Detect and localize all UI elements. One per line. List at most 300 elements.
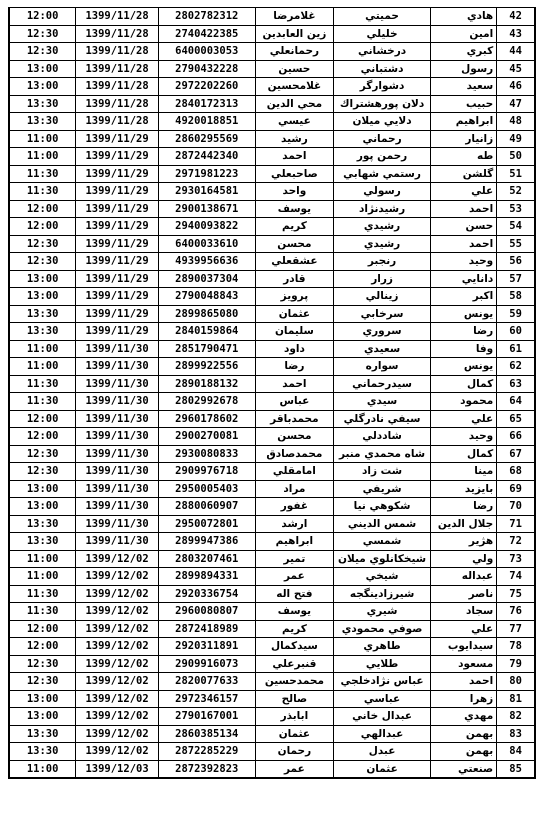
last-name-cell: عبدل [334, 743, 431, 761]
table-row [9, 130, 535, 148]
row-number-cell: 67 [497, 445, 535, 463]
date-cell: 1399/12/02 [76, 603, 159, 621]
row-number-cell: 48 [497, 113, 535, 131]
time-cell: 13:00 [9, 78, 76, 96]
date-cell: 1399/11/29 [76, 200, 159, 218]
first-name-cell: احمد [430, 200, 496, 218]
time-cell: 11:00 [9, 568, 76, 586]
father-name-cell: سلیمان [255, 323, 333, 341]
last-name-cell: عباس نژادخلجي [334, 673, 431, 691]
national-id-cell: 2909916073 [158, 655, 255, 673]
national-id-cell: 2803207461 [158, 550, 255, 568]
last-name-cell: شمسي [334, 533, 431, 551]
date-cell: 1399/12/02 [76, 725, 159, 743]
row-number-cell: 45 [497, 60, 535, 78]
last-name-cell: دشتباني [334, 60, 431, 78]
row-number-cell: 62 [497, 358, 535, 376]
last-name-cell: شکوهي نیا [334, 498, 431, 516]
father-name-cell: زین العابدین [255, 25, 333, 43]
last-name-cell: سعیدي [334, 340, 431, 358]
date-cell: 1399/11/28 [76, 43, 159, 61]
date-cell: 1399/11/28 [76, 78, 159, 96]
father-name-cell: پرویز [255, 288, 333, 306]
father-name-cell: صالح [255, 690, 333, 708]
first-name-cell: گلشن [430, 165, 496, 183]
table-row [9, 60, 535, 78]
national-id-cell: 2899947386 [158, 533, 255, 551]
table-row [9, 498, 535, 516]
table-row [9, 515, 535, 533]
father-name-cell: کریم [255, 620, 333, 638]
date-cell: 1399/12/02 [76, 743, 159, 761]
table-row [9, 603, 535, 621]
last-name-cell: زرار [334, 270, 431, 288]
national-id-cell: 2802782312 [158, 8, 255, 26]
row-number-cell: 54 [497, 218, 535, 236]
national-id-cell: 2960080807 [158, 603, 255, 621]
last-name-cell: رسولي [334, 183, 431, 201]
father-name-cell: یوسف [255, 200, 333, 218]
table-row [9, 183, 535, 201]
table-row [9, 235, 535, 253]
row-number-cell: 80 [497, 673, 535, 691]
table-row [9, 550, 535, 568]
time-cell: 13:30 [9, 515, 76, 533]
national-id-cell: 2940093822 [158, 218, 255, 236]
first-name-cell: ابراهیم [430, 113, 496, 131]
father-name-cell: احمد [255, 375, 333, 393]
table-row [9, 375, 535, 393]
national-id-cell: 2890037304 [158, 270, 255, 288]
row-number-cell: 60 [497, 323, 535, 341]
time-cell: 13:30 [9, 95, 76, 113]
date-cell: 1399/11/30 [76, 428, 159, 446]
first-name-cell: سجاد [430, 603, 496, 621]
father-name-cell: احمد [255, 148, 333, 166]
row-number-cell: 46 [497, 78, 535, 96]
first-name-cell: کمال [430, 445, 496, 463]
date-cell: 1399/12/02 [76, 585, 159, 603]
table-row [9, 655, 535, 673]
time-cell: 13:30 [9, 743, 76, 761]
last-name-cell: درخشاني [334, 43, 431, 61]
time-cell: 12:00 [9, 620, 76, 638]
last-name-cell: سیدي [334, 393, 431, 411]
time-cell: 13:30 [9, 725, 76, 743]
date-cell: 1399/11/29 [76, 218, 159, 236]
time-cell: 12:30 [9, 25, 76, 43]
row-number-cell: 79 [497, 655, 535, 673]
time-cell: 13:30 [9, 533, 76, 551]
first-name-cell: یونس [430, 358, 496, 376]
row-number-cell: 81 [497, 690, 535, 708]
father-name-cell: امامقلي [255, 463, 333, 481]
date-cell: 1399/11/30 [76, 340, 159, 358]
row-number-cell: 71 [497, 515, 535, 533]
table-row [9, 708, 535, 726]
row-number-cell: 75 [497, 585, 535, 603]
time-cell: 12:00 [9, 428, 76, 446]
national-id-cell: 2930080833 [158, 445, 255, 463]
national-id-cell: 2872442340 [158, 148, 255, 166]
father-name-cell: غلامرضا [255, 8, 333, 26]
table-row [9, 393, 535, 411]
last-name-cell: طلایي [334, 655, 431, 673]
father-name-cell: غفور [255, 498, 333, 516]
time-cell: 13:00 [9, 498, 76, 516]
row-number-cell: 43 [497, 25, 535, 43]
date-cell: 1399/11/28 [76, 113, 159, 131]
time-cell: 12:00 [9, 410, 76, 428]
father-name-cell: محي الدین [255, 95, 333, 113]
national-id-cell: 2899865080 [158, 305, 255, 323]
table-row [9, 43, 535, 61]
last-name-cell: عباسي [334, 690, 431, 708]
father-name-cell: عثمان [255, 305, 333, 323]
time-cell: 12:00 [9, 218, 76, 236]
row-number-cell: 74 [497, 568, 535, 586]
time-cell: 13:00 [9, 480, 76, 498]
last-name-cell: دشوارگر [334, 78, 431, 96]
date-cell: 1399/11/30 [76, 410, 159, 428]
row-number-cell: 83 [497, 725, 535, 743]
table-row [9, 358, 535, 376]
row-number-cell: 50 [497, 148, 535, 166]
time-cell: 13:00 [9, 270, 76, 288]
table-row [9, 270, 535, 288]
first-name-cell: وحید [430, 253, 496, 271]
father-name-cell: عمر [255, 760, 333, 778]
date-cell: 1399/12/02 [76, 708, 159, 726]
row-number-cell: 68 [497, 463, 535, 481]
national-id-cell: 2971981223 [158, 165, 255, 183]
last-name-cell: رنجبر [334, 253, 431, 271]
row-number-cell: 55 [497, 235, 535, 253]
time-cell: 13:00 [9, 288, 76, 306]
date-cell: 1399/11/30 [76, 515, 159, 533]
date-cell: 1399/12/02 [76, 550, 159, 568]
father-name-cell: صاحبعلي [255, 165, 333, 183]
father-name-cell: حسین [255, 60, 333, 78]
father-name-cell: رضا [255, 358, 333, 376]
national-id-cell: 2840172313 [158, 95, 255, 113]
row-number-cell: 66 [497, 428, 535, 446]
row-number-cell: 84 [497, 743, 535, 761]
row-number-cell: 63 [497, 375, 535, 393]
table-row [9, 95, 535, 113]
last-name-cell: عبدال خاني [334, 708, 431, 726]
date-cell: 1399/11/29 [76, 148, 159, 166]
last-name-cell: شیرزادینگجه [334, 585, 431, 603]
row-number-cell: 65 [497, 410, 535, 428]
date-cell: 1399/11/29 [76, 288, 159, 306]
father-name-cell: ارشد [255, 515, 333, 533]
date-cell: 1399/11/29 [76, 253, 159, 271]
last-name-cell: طاهري [334, 638, 431, 656]
date-cell: 1399/11/28 [76, 60, 159, 78]
first-name-cell: حسن [430, 218, 496, 236]
first-name-cell: وفا [430, 340, 496, 358]
date-cell: 1399/11/29 [76, 183, 159, 201]
date-cell: 1399/12/02 [76, 620, 159, 638]
row-number-cell: 47 [497, 95, 535, 113]
table-row [9, 78, 535, 96]
father-name-cell: محمدباقر [255, 410, 333, 428]
last-name-cell: سیفي نادرگلي [334, 410, 431, 428]
date-cell: 1399/12/03 [76, 760, 159, 778]
table-row [9, 585, 535, 603]
table-row [9, 428, 535, 446]
last-name-cell: سیدرحماني [334, 375, 431, 393]
first-name-cell: بایزید [430, 480, 496, 498]
national-id-cell: 2909976718 [158, 463, 255, 481]
father-name-cell: محمدصادق [255, 445, 333, 463]
last-name-cell: رحمن پور [334, 148, 431, 166]
date-cell: 1399/11/29 [76, 270, 159, 288]
row-number-cell: 59 [497, 305, 535, 323]
father-name-cell: عیسي [255, 113, 333, 131]
first-name-cell: علي [430, 410, 496, 428]
first-name-cell: یونس [430, 305, 496, 323]
table-row [9, 113, 535, 131]
national-id-cell: 4939956636 [158, 253, 255, 271]
national-id-cell: 4920018851 [158, 113, 255, 131]
first-name-cell: طه [430, 148, 496, 166]
table-row [9, 760, 535, 778]
last-name-cell: رشیدنژاد [334, 200, 431, 218]
table-row [9, 463, 535, 481]
first-name-cell: علي [430, 620, 496, 638]
last-name-cell: عثمان [334, 760, 431, 778]
row-number-cell: 58 [497, 288, 535, 306]
table-row [9, 638, 535, 656]
first-name-cell: ناصر [430, 585, 496, 603]
father-name-cell: عباس [255, 393, 333, 411]
row-number-cell: 52 [497, 183, 535, 201]
father-name-cell: مراد [255, 480, 333, 498]
time-cell: 11:30 [9, 603, 76, 621]
row-number-cell: 57 [497, 270, 535, 288]
national-id-cell: 2950005403 [158, 480, 255, 498]
time-cell: 12:30 [9, 673, 76, 691]
national-id-cell: 2899894331 [158, 568, 255, 586]
first-name-cell: دانایي [430, 270, 496, 288]
national-id-cell: 2930164581 [158, 183, 255, 201]
time-cell: 11:30 [9, 165, 76, 183]
first-name-cell: علي [430, 183, 496, 201]
national-id-cell: 2802992678 [158, 393, 255, 411]
national-id-cell: 6400033610 [158, 235, 255, 253]
last-name-cell: سواره [334, 358, 431, 376]
first-name-cell: ولي [430, 550, 496, 568]
last-name-cell: شت زاد [334, 463, 431, 481]
time-cell: 13:00 [9, 708, 76, 726]
time-cell: 11:30 [9, 375, 76, 393]
national-id-cell: 2899922556 [158, 358, 255, 376]
father-name-cell: عشقعلي [255, 253, 333, 271]
last-name-cell: شیري [334, 603, 431, 621]
first-name-cell: رضا [430, 323, 496, 341]
date-cell: 1399/11/30 [76, 445, 159, 463]
date-cell: 1399/11/30 [76, 393, 159, 411]
table-row [9, 165, 535, 183]
time-cell: 12:30 [9, 463, 76, 481]
father-name-cell: محسن [255, 235, 333, 253]
last-name-cell: رشیدي [334, 218, 431, 236]
last-name-cell: شاددلي [334, 428, 431, 446]
father-name-cell: فتح اله [255, 585, 333, 603]
time-cell: 11:00 [9, 148, 76, 166]
time-cell: 11:00 [9, 130, 76, 148]
time-cell: 12:30 [9, 253, 76, 271]
row-number-cell: 73 [497, 550, 535, 568]
time-cell: 11:30 [9, 585, 76, 603]
national-id-cell: 2890188132 [158, 375, 255, 393]
table-row [9, 288, 535, 306]
father-name-cell: داود [255, 340, 333, 358]
table-row [9, 410, 535, 428]
table-row [9, 690, 535, 708]
date-cell: 1399/11/30 [76, 480, 159, 498]
time-cell: 12:00 [9, 638, 76, 656]
national-id-cell: 2790167001 [158, 708, 255, 726]
last-name-cell: شاه محمدي منبر [334, 445, 431, 463]
date-cell: 1399/11/30 [76, 375, 159, 393]
first-name-cell: جلال الدین [430, 515, 496, 533]
table-row [9, 323, 535, 341]
row-number-cell: 56 [497, 253, 535, 271]
time-cell: 13:30 [9, 323, 76, 341]
last-name-cell: دلایي میلان [334, 113, 431, 131]
row-number-cell: 61 [497, 340, 535, 358]
first-name-cell: رسول [430, 60, 496, 78]
first-name-cell: زهرا [430, 690, 496, 708]
row-number-cell: 44 [497, 43, 535, 61]
date-cell: 1399/11/29 [76, 130, 159, 148]
national-id-cell: 2920311891 [158, 638, 255, 656]
first-name-cell: احمد [430, 235, 496, 253]
table-row [9, 620, 535, 638]
date-cell: 1399/11/29 [76, 235, 159, 253]
table-row [9, 533, 535, 551]
table-row [9, 445, 535, 463]
row-number-cell: 53 [497, 200, 535, 218]
date-cell: 1399/11/29 [76, 323, 159, 341]
last-name-cell: سرخابي [334, 305, 431, 323]
national-id-cell: 2740422385 [158, 25, 255, 43]
father-name-cell: محمدحسین [255, 673, 333, 691]
row-number-cell: 42 [497, 8, 535, 26]
time-cell: 12:30 [9, 43, 76, 61]
last-name-cell: سروري [334, 323, 431, 341]
first-name-cell: احمد [430, 673, 496, 691]
first-name-cell: صنعتي [430, 760, 496, 778]
date-cell: 1399/11/28 [76, 25, 159, 43]
first-name-cell: حبیب [430, 95, 496, 113]
row-number-cell: 85 [497, 760, 535, 778]
national-id-cell: 2972346157 [158, 690, 255, 708]
national-id-cell: 2900270081 [158, 428, 255, 446]
table-row [9, 305, 535, 323]
first-name-cell: بهمن [430, 743, 496, 761]
row-number-cell: 64 [497, 393, 535, 411]
date-cell: 1399/11/30 [76, 533, 159, 551]
first-name-cell: اکبر [430, 288, 496, 306]
national-id-cell: 6400003053 [158, 43, 255, 61]
date-cell: 1399/11/30 [76, 358, 159, 376]
time-cell: 12:00 [9, 200, 76, 218]
last-name-cell: رحماني [334, 130, 431, 148]
schedule-rows [9, 8, 535, 779]
national-id-cell: 2920336754 [158, 585, 255, 603]
last-name-cell: زینالي [334, 288, 431, 306]
row-number-cell: 82 [497, 708, 535, 726]
national-id-cell: 2860295569 [158, 130, 255, 148]
last-name-cell: شیخکانلوي میلان [334, 550, 431, 568]
father-name-cell: سیدکمال [255, 638, 333, 656]
national-id-cell: 2820077633 [158, 673, 255, 691]
date-cell: 1399/11/29 [76, 305, 159, 323]
first-name-cell: محمود [430, 393, 496, 411]
last-name-cell: رشیدي [334, 235, 431, 253]
schedule-table [8, 7, 536, 779]
father-name-cell: واحد [255, 183, 333, 201]
table-row [9, 725, 535, 743]
last-name-cell: رستمي شهابي [334, 165, 431, 183]
first-name-cell: امین [430, 25, 496, 43]
first-name-cell: مینا [430, 463, 496, 481]
time-cell: 11:00 [9, 550, 76, 568]
last-name-cell: شریفي [334, 480, 431, 498]
date-cell: 1399/11/30 [76, 463, 159, 481]
table-row [9, 218, 535, 236]
table-row [9, 148, 535, 166]
last-name-cell: عبدالهي [334, 725, 431, 743]
time-cell: 11:00 [9, 760, 76, 778]
date-cell: 1399/11/28 [76, 8, 159, 26]
national-id-cell: 2880060907 [158, 498, 255, 516]
time-cell: 11:00 [9, 340, 76, 358]
date-cell: 1399/12/02 [76, 568, 159, 586]
row-number-cell: 51 [497, 165, 535, 183]
row-number-cell: 70 [497, 498, 535, 516]
father-name-cell: ابابذر [255, 708, 333, 726]
time-cell: 12:30 [9, 445, 76, 463]
first-name-cell: مسعود [430, 655, 496, 673]
date-cell: 1399/12/02 [76, 690, 159, 708]
time-cell: 12:00 [9, 8, 76, 26]
date-cell: 1399/11/29 [76, 165, 159, 183]
row-number-cell: 78 [497, 638, 535, 656]
time-cell: 11:30 [9, 183, 76, 201]
time-cell: 13:30 [9, 305, 76, 323]
table-row [9, 480, 535, 498]
date-cell: 1399/11/28 [76, 95, 159, 113]
national-id-cell: 2972202260 [158, 78, 255, 96]
father-name-cell: کریم [255, 218, 333, 236]
last-name-cell: خلیلي [334, 25, 431, 43]
national-id-cell: 2872392823 [158, 760, 255, 778]
time-cell: 11:30 [9, 393, 76, 411]
date-cell: 1399/12/02 [76, 638, 159, 656]
time-cell: 12:30 [9, 655, 76, 673]
time-cell: 13:30 [9, 113, 76, 131]
time-cell: 13:00 [9, 60, 76, 78]
row-number-cell: 49 [497, 130, 535, 148]
last-name-cell: شیخي [334, 568, 431, 586]
national-id-cell: 2872285229 [158, 743, 255, 761]
father-name-cell: غلامحسین [255, 78, 333, 96]
